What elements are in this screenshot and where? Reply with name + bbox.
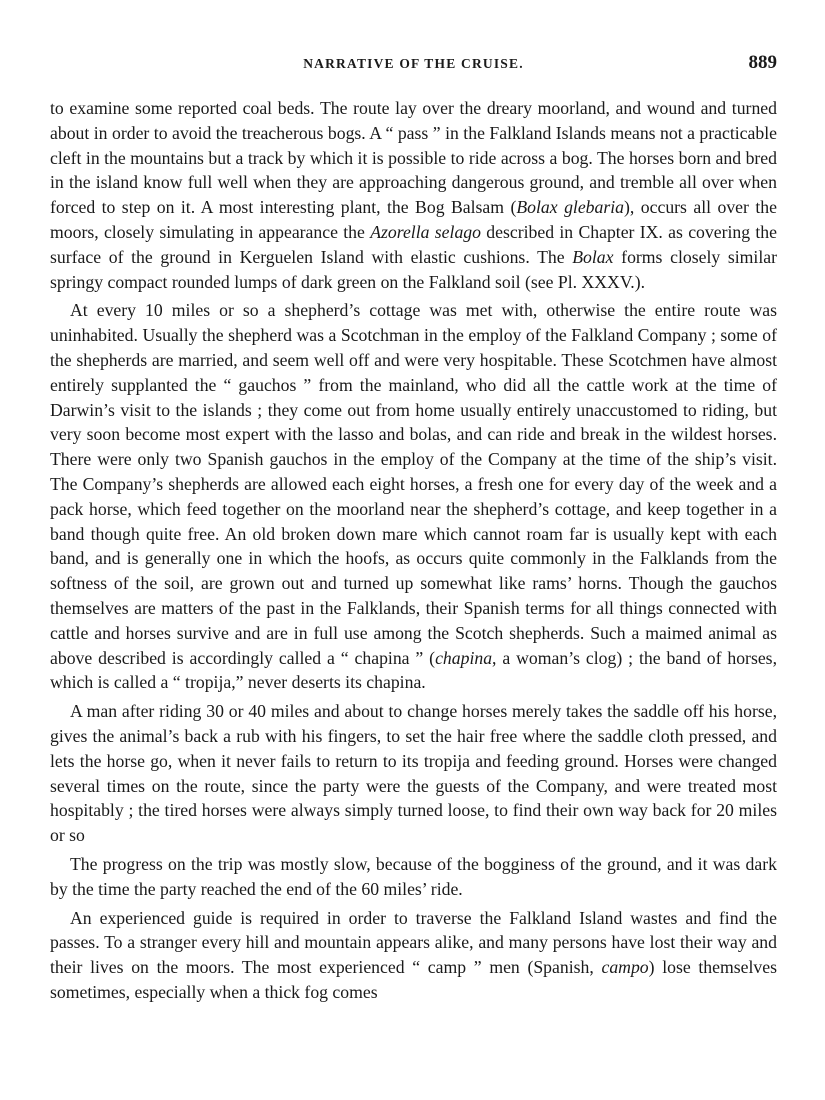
paragraph-2: At every 10 miles or so a shepherd’s cottage was met with, otherwise the entire route was uninhabited. Usually the shepherd was a Scotchman in the employ of the Falkland Company ; some of the shepherds are married, and seem well off and were very hospitable. These Scotchmen have almost entirely supplanted the “ gauchos ” from the mainland, who did all the cattle work at the time of Darwin’s visit to the islands ; they come out from home usually entirely unaccustomed to riding, but very soon become most expert with the lasso and bolas, and can ride and break in the wildest horses. There were only two Spanish gauchos in the employ of the Company at the time of the ship’s visit. The Company’s shepherds are allowed each eight horses, a fresh one for every day of the week and a pack horse, which feed together on the moorland near the shepherd’s cottage, and keep together in a band though quite free. An old broken down mare which cannot roam far is usually kept with each band, and is generally one in which the hoofs, as occurs quite commonly in the Falklands from the softness of the soil, are grown out and turned up somewhat like rams’ horns. Though the gauchos themselves are matters of the past in the Falklands, their Spanish terms for all things connected with cattle and horses survive and are in full use among the Scotch shepherds. Such a maimed animal as above described is accordingly called a “ chapina ” (chapina, a woman’s clog) ; the band of horses, which is called a “ tropija,” never deserts its chapina.: [50, 300, 777, 693]
paragraph-1: to examine some reported coal beds. The route lay over the dreary moorland, and wound and turned about in order to avoid the treacherous bogs. A “ pass ” in the Falkland Islands means not a practicable cleft in the mountains but a track by which it is possible to ride across a bog. The horses born and bred in the island know full well when they are approaching dangerous ground, and tremble all over when forced to step on it. A most interesting plant, the Bog Balsam (Bolax glebaria), occurs all over the moors, closely simulating in appearance the Azorella selago described in Chapter IX. as covering the surface of the ground in Kerguelen Island with elastic cushions. The Bolax forms closely similar springy compact rounded lumps of dark green on the Falkland soil (see Pl. XXXV.).: [50, 98, 778, 292]
body-text: [50, 96, 777, 1005]
page-number: 889: [748, 52, 777, 73]
paragraph-5: An experienced guide is required in order to traverse the Falkland Island wastes and find the passes. To a stranger every hill and mountain appears alike, and many persons have lost their way and their lives on the moors. The most experienced “ camp ” men (Spanish, campo) lose themselves sometimes, especially when a thick fog comes: [50, 907, 777, 1002]
running-head: [50, 52, 777, 88]
paragraph-3: A man after riding 30 or 40 miles and about to change horses merely takes the saddle off his horse, gives the animal’s back a rub with his fingers, to set the hair free where the saddle cloth pressed, and lets the horse go, when it never fails to return to its tropija and feeding ground. Horses were changed several times on the route, since the party were the guests of the Company, and were treated most hospitably ; the tired horses were always simply turned loose, to find their own way back for 20 miles or so: [50, 701, 777, 846]
running-title: NARRATIVE OF THE CRUISE.: [303, 56, 524, 71]
paragraph-4: The progress on the trip was mostly slow, because of the bogginess of the ground, and it was dark by the time the party reached the end of the 60 miles’ ride.: [50, 853, 777, 899]
